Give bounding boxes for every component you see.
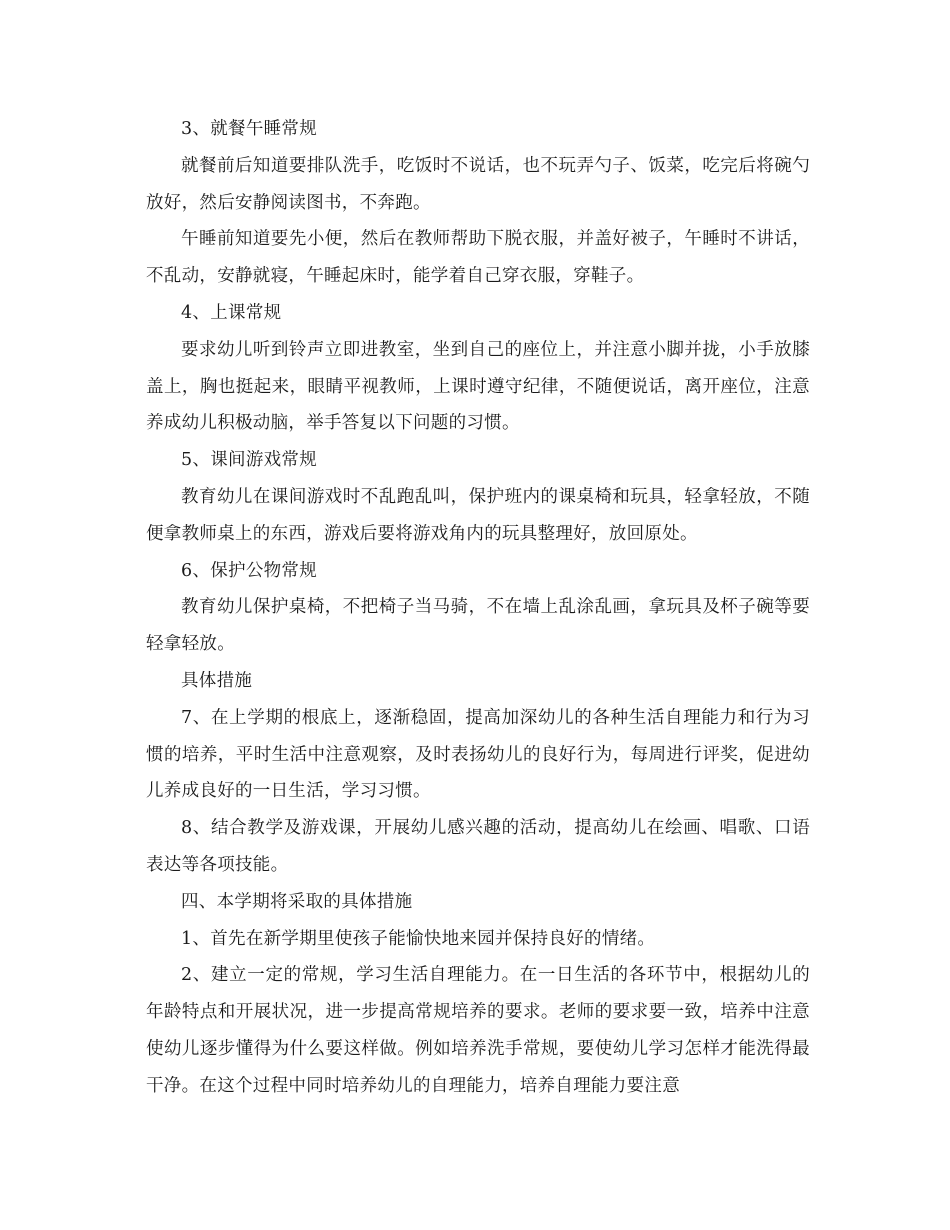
paragraph-item-2: 2、建立一定的常规，学习生活自理能力。在一日生活的各环节中，根据幼儿的年龄特点和开展状况，进一步提高常规培养的要求。老师的要求要一致，培养中注意使幼儿逐步懂得为什么要这样做。例如培养洗手常规，要使幼儿学习怎样才能洗得最干净。在这个过程中同时培养幼儿的自理能力，培养自理能力要注意 [146, 965, 810, 1096]
heading-meal-nap-routine: 3、就餐午睡常规 [181, 119, 318, 139]
heading-class-routine: 4、上课常规 [181, 302, 282, 323]
paragraph-class-routine: 要求幼儿听到铃声立即进教室，坐到自己的座位上，并注意小脚并拢，小手放膝盖上，胸也挺起来，眼睛平视教师，上课时遵守纪律，不随便说话，离开座位，注意养成幼儿积极动脑，举手答复以下问题的习惯。 [146, 339, 810, 434]
heading-specific-measures: 具体措施 [181, 670, 253, 691]
paragraph-measure-7: 7、在上学期的根底上，逐渐稳固，提高加深幼儿的各种生活自理能力和行为习惯的培养，平时生活中注意观察，及时表扬幼儿的良好行为，每周进行评奖，促进幼儿养成良好的一日生活，学习习惯。 [146, 707, 810, 802]
paragraph-meal-routine: 就餐前后知道要排队洗手，吃饭时不说话，也不玩弄勺子、饭菜，吃完后将碗勺放好，然后安静阅读图书，不奔跑。 [146, 155, 810, 213]
document-body [146, 111, 810, 1105]
heading-section-four: 四、本学期将采取的具体措施 [181, 891, 413, 912]
paragraph-item-1: 1、首先在新学期里使孩子能愉快地来园并保持良好的情绪。 [181, 928, 656, 949]
paragraph-measure-8: 8、结合教学及游戏课，开展幼儿感兴趣的活动，提高幼儿在绘画、唱歌、口语表达等各项技能。 [146, 818, 810, 875]
paragraph-public-property-routine: 教育幼儿保护桌椅，不把椅子当马骑，不在墙上乱涂乱画，拿玩具及杯子碗等要轻拿轻放。 [146, 597, 810, 655]
heading-public-property-routine: 6、保护公物常规 [181, 560, 318, 581]
paragraph-nap-routine: 午睡前知道要先小便，然后在教师帮助下脱衣服，并盖好被子，午睡时不讲话，不乱动，安静就寝，午睡起床时，能学着自己穿衣服，穿鞋子。 [146, 229, 810, 287]
paragraph-break-game-routine: 教育幼儿在课间游戏时不乱跑乱叫，保护班内的课桌椅和玩具，轻拿轻放，不随便拿教师桌上的东西，游戏后要将游戏角内的玩具整理好，放回原处。 [146, 486, 810, 544]
heading-break-game-routine: 5、课间游戏常规 [181, 450, 318, 471]
